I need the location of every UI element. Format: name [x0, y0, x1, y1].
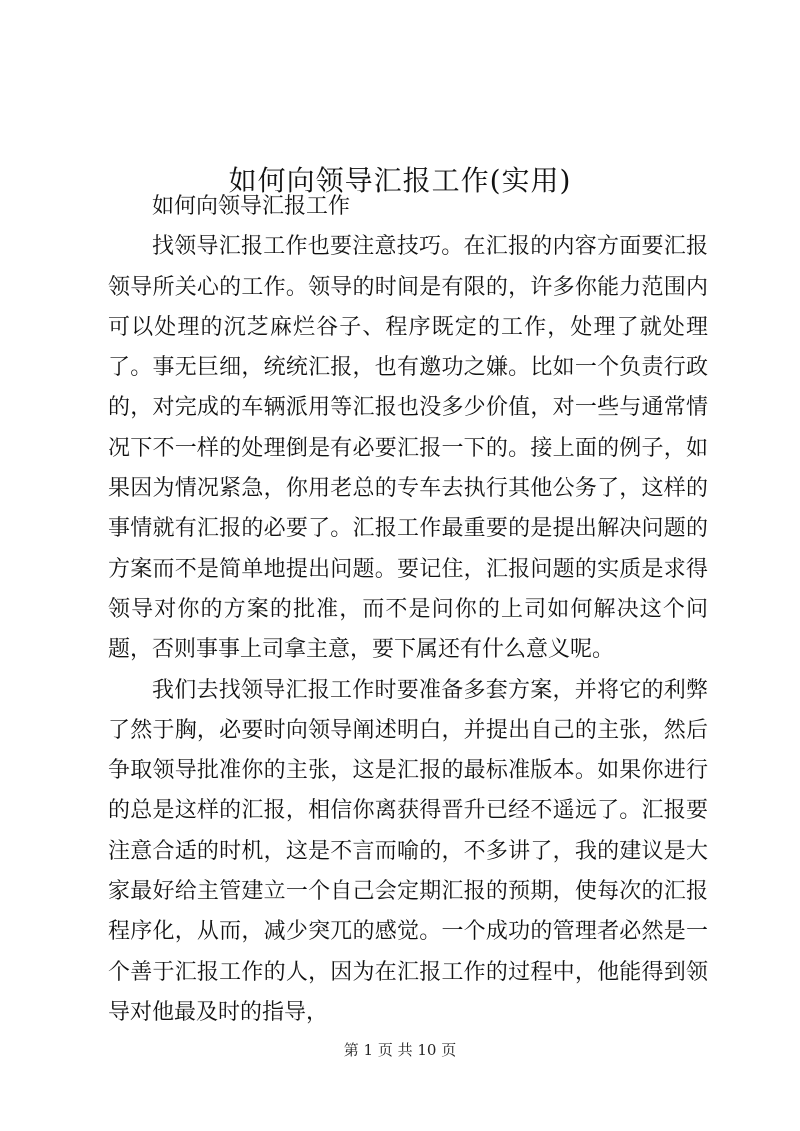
document-subtitle: 如何向领导汇报工作 — [152, 194, 351, 219]
document-body — [108, 187, 708, 1033]
paragraph-2: 我们去找领导汇报工作时要准备多套方案，并将它的利弊了然于胸，必要时向领导阐述明白，并提出自己的主张，然后争取领导批准你的主张，这是汇报的最标准版本。如果你进行的总是这样的汇报，相信你离获得晋升已经不遥远了。汇报要注意合适的时机，这是不言而喻的，不多讲了，我的建议是大家最好给主管建立一个自己会定期汇报的预期，使每次的汇报程序化，从而，减少突兀的感觉。一个成功的管理者必然是一个善于汇报工作的人，因为在汇报工作的过程中，他能得到领导对他最及时的指导， — [108, 677, 708, 1025]
paragraph-1: 找领导汇报工作也要注意技巧。在汇报的内容方面要汇报领导所关心的工作。领导的时间是有限的，许多你能力范围内可以处理的沉芝麻烂谷子、程序既定的工作，处理了就处理了。事无巨细，统统汇报，也有邀功之嫌。比如一个负责行政的，对完成的车辆派用等汇报也没多少价值，对一些与通常情况下不一样的处理倒是有必要汇报一下的。接上面的例子，如果因为情况紧急，你用老总的专车去执行其他公务了，这样的事情就有汇报的必要了。汇报工作最重要的是提出解决问题的方案而不是简单地提出问题。要记住，汇报问题的实质是求得领导对你的方案的批准，而不是问你的上司如何解决这个问题，否则事事上司拿主意，要下属还有什么意义呢。 — [108, 234, 708, 663]
document-title: 如何向领导汇报工作(实用) — [228, 163, 572, 197]
page-footer: 第 1 页 共 10 页 — [343, 1041, 457, 1059]
